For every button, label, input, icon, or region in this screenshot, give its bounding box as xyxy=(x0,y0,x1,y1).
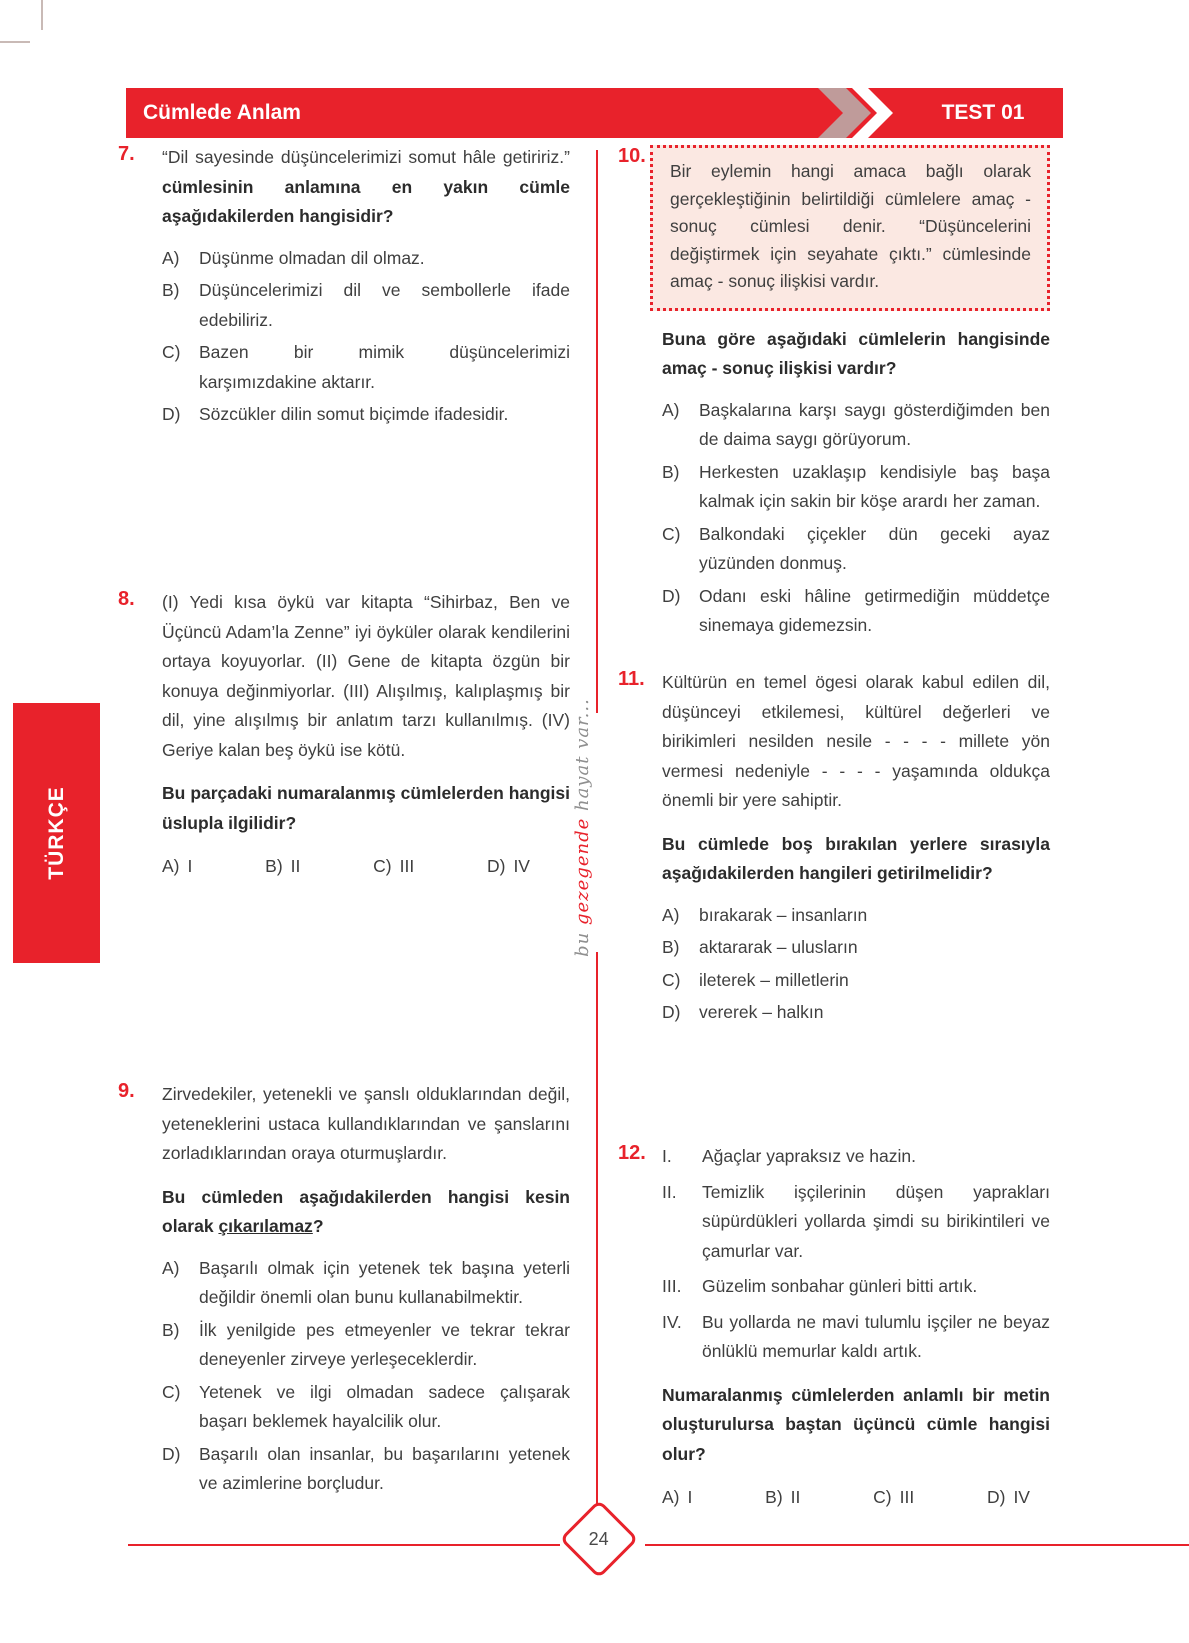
question-9-options xyxy=(162,1254,570,1499)
question-11-number: 11. xyxy=(618,668,645,690)
question-7-options xyxy=(162,244,570,430)
option-a: A) bırakarak – insanların xyxy=(662,904,868,925)
option-a: A) Düşünme olmadan dil olmaz. xyxy=(162,247,425,268)
footer-rule-left xyxy=(128,1544,560,1546)
question-7-stem: “Dil sayesinde düşüncelerimizi somut hâle getiririz.” cümlesinin anlamına en yakın cümle aşağıdakilerden hangisidir? xyxy=(162,147,570,226)
question-8 xyxy=(118,588,570,882)
option-d: D) Sözcükler dilin somut biçimde ifadesidir. xyxy=(162,404,509,424)
question-7-number: 7. xyxy=(118,143,135,165)
question-11-options xyxy=(662,901,1050,1028)
question-9-number: 9. xyxy=(118,1080,135,1102)
crop-mark-horizontal xyxy=(0,41,30,43)
option-c: C) III xyxy=(873,1487,915,1507)
question-10-options xyxy=(662,396,1050,641)
question-11 xyxy=(618,668,1050,1028)
option-c: C) Yetenek ve ilgi olmadan sadece çalışarak başarı beklemek hayalcilik olur. xyxy=(162,1381,570,1431)
question-9 xyxy=(118,1080,570,1499)
numbered-sentence-2: II. Temizlik işçilerinin düşen yaprakları süpürdükleri yollarda şimdi su birikintileri ve çamurlar var. xyxy=(662,1181,1050,1261)
subject-tab-label: TÜRKÇE xyxy=(44,786,68,880)
option-d: D) Başarılı olan insanlar, bu başarılarını yetenek ve azimlerine borçludur. xyxy=(162,1443,570,1493)
divider-script-inner: bu gezegende hayat var... xyxy=(571,698,593,957)
option-c: C) Balkondaki çiçekler dün geceki ayaz yüzünden donmuş. xyxy=(662,523,1050,573)
option-d: D) Odanı eski hâline getirmediğin müddetçe sinemaya gidemezsin. xyxy=(662,585,1050,635)
option-c: C) ileterek – milletlerin xyxy=(662,969,849,990)
question-11-stem: Bu cümlede boş bırakılan yerlere sırasıyla aşağıdakilerden hangileri getirilmelidir? xyxy=(662,833,1050,883)
subject-tab xyxy=(13,703,100,963)
option-b: B) II xyxy=(765,1487,801,1507)
question-12-items xyxy=(662,1142,1050,1367)
question-12-number: 12. xyxy=(618,1142,646,1164)
crop-mark-vertical xyxy=(41,0,43,30)
option-d: D) IV xyxy=(486,856,530,876)
question-8-number: 8. xyxy=(118,588,135,610)
question-10-stem: Buna göre aşağıdaki cümlelerin hangisinde amaç - sonuç ilişkisi vardır? xyxy=(662,328,1050,378)
question-8-options xyxy=(162,852,530,882)
question-10-info-box: Bir eylemin hangi amaca bağlı olarak gerçekleştiğinin belirtildiği cümlelere amaç - sonuç cümlesi denir. “Düşüncelerini değiştirmek için seyahate çıktı.” cümlesinde amaç - sonuç ilişkisi vardır. xyxy=(650,145,1050,311)
header-bar xyxy=(126,88,1063,138)
question-7 xyxy=(118,143,570,430)
option-b: B) II xyxy=(265,856,301,876)
option-c: C) Bazen bir mimik düşüncelerimizi karşımızdakine aktarır. xyxy=(162,342,570,392)
numbered-sentence-4: IV. Bu yollarda ne mavi tulumlu işçiler ne beyaz önlüklü memurlar kaldı artık. xyxy=(662,1311,1050,1361)
question-12 xyxy=(618,1142,1050,1513)
option-b: B) aktararak – ulusların xyxy=(662,937,858,957)
test-number-label: TEST 01 xyxy=(941,101,1025,124)
option-a: A) Başarılı olmak için yetenek tek başına yeterli değildir önemli olan bunu kullanabilmektir. xyxy=(162,1257,570,1307)
question-9-stem: Bu cümleden aşağıdakilerden hangisi kesin olarak çıkarılamaz? xyxy=(162,1186,570,1236)
option-d: D) vererek – halkın xyxy=(662,1002,824,1022)
question-10 xyxy=(618,145,1050,641)
option-c: C) III xyxy=(373,856,415,876)
option-b: B) Düşüncelerimizi dil ve sembollerle ifade edebiliriz. xyxy=(162,280,570,330)
question-11-body: Kültürün en temel ögesi olarak kabul edilen dil, düşünceyi etkilemesi, kültürel değerleri ve birikimleri nesilden nesile - - - - millete yön vermesi nedeniyle - - - - yaşamında oldukça önemli bir yere sahiptir. xyxy=(662,672,1050,810)
question-12-stem: Numaralanmış cümlelerden anlamlı bir metin oluşturulursa baştan üçüncü cümle hangisi olur? xyxy=(662,1384,1050,1464)
chevron-right-icon xyxy=(816,88,912,138)
numbered-sentence-1: I. Ağaçlar yapraksız ve hazin. xyxy=(662,1146,916,1166)
column-divider-bottom xyxy=(596,952,598,1510)
option-d: D) IV xyxy=(986,1487,1030,1507)
question-12-options xyxy=(662,1483,1030,1513)
option-a: A) I xyxy=(162,856,193,876)
column-divider-top xyxy=(596,150,598,713)
option-b: B) Herkesten uzaklaşıp kendisiyle baş başa kalmak için sakin bir köşe arardı her zaman. xyxy=(662,461,1050,511)
footer-rule-right xyxy=(645,1544,1189,1546)
question-8-stem: Bu parçadaki numaralanmış cümlelerden hangisi üslupla ilgilidir? xyxy=(162,783,570,833)
option-a: A) Başkalarına karşı saygı gösterdiğimden ben de daima saygı görüyorum. xyxy=(662,399,1050,449)
option-a: A) I xyxy=(662,1487,693,1507)
option-b: B) İlk yenilgide pes etmeyenler ve tekrar tekrar deneyenler zirveye yerleşeceklerdir. xyxy=(162,1319,570,1369)
numbered-sentence-3: III. Güzelim sonbahar günleri bitti artık. xyxy=(662,1276,978,1296)
page-title: Cümlede Anlam xyxy=(143,101,301,124)
question-9-body: Zirvedekiler, yetenekli ve şanslı olduklarından değil, yeteneklerini ustaca kullandıklarından ve şanslarını zorladıklarından oraya oturmuşlardır. xyxy=(162,1084,570,1163)
question-10-number: 10. xyxy=(618,145,646,167)
page-number: 24 xyxy=(588,1528,610,1549)
question-8-body: (I) Yedi kısa öykü var kitapta “Sihirbaz, Ben ve Üçüncü Adam’la Zenne” iyi öyküler olarak kendilerini ortaya koyuyorlar. (II) Gene de kitapta özgün bir konuya değinmiyorlar. (III) Alışılmış, kalıplaşmış bir dil, yine alışılmış bir anlatım tarzı kullanılmış. (IV) Geriye kalan beş öykü ise kötü. xyxy=(162,592,570,760)
